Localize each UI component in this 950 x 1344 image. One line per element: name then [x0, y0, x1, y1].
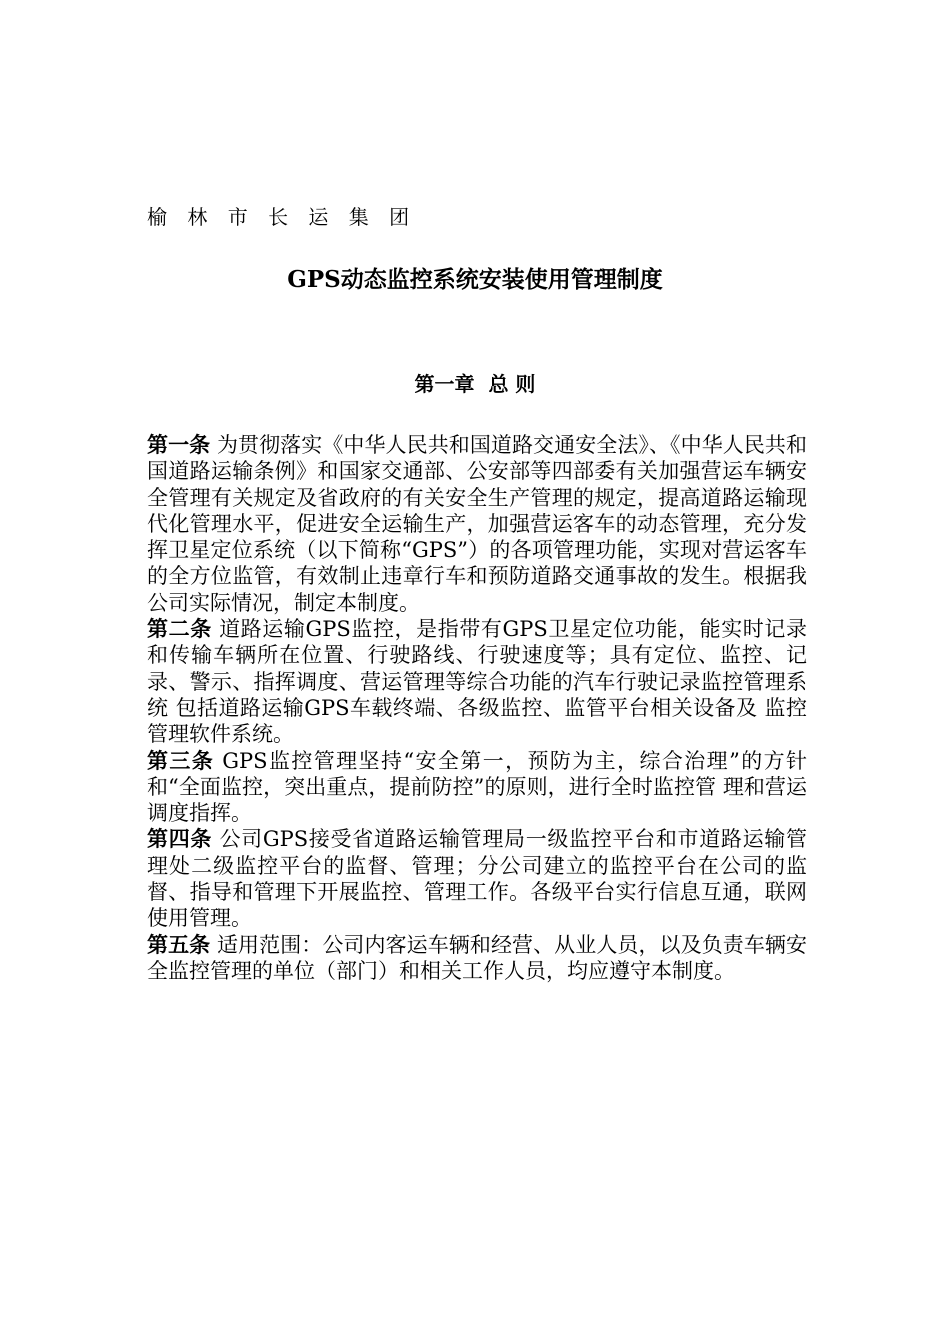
- article-number: 第三条: [147, 747, 215, 773]
- article-4: [147, 826, 807, 931]
- article-text: 道路运输GPS监控，是指带有GPS卫星定位功能，能实时记录和传输车辆所在位置、行驶路线、行驶速度等；具有定位、监控、记录、警示、指挥调度、营运管理等综合功能的汽车行驶记录监控管理系统 包括道路运输GPS车载终端、各级监控、监管平台相关设备及 监控管理软件系统。: [147, 617, 807, 747]
- article-5: [147, 932, 807, 985]
- organization-name: 榆 林 市 长 运 集 团: [147, 205, 417, 229]
- document-body: [147, 432, 807, 984]
- article-number: 第五条: [147, 931, 211, 957]
- article-number: 第四条: [147, 826, 213, 852]
- document-title: GPS动态监控系统安装使用管理制度: [287, 266, 663, 293]
- article-text: 为贯彻落实《中华人民共和国道路交通安全法》、《中华人民共和国道路运输条例》和国家交通部、公安部等四部委有关加强营运车辆安全管理有关规定及省政府的有关安全生产管理的规定，提高道路运输现代化管理水平，促进安全运输生产，加强营运客车的动态管理，充分发挥卫星定位系统（以下简称“GPS”）的各项管理功能，实现对营运客车的全方位监管，有效制止违章行车和预防道路交通事故的发生。根据我公司实际情况，制定本制度。: [147, 433, 807, 615]
- article-2: [147, 616, 807, 747]
- article-number: 第一条: [147, 432, 211, 457]
- article-1: [147, 432, 807, 616]
- article-text: GPS监控管理坚持“安全第一，预防为主，综合治理”的方针和“全面监控，突出重点，提前防控”的原则，进行全时监控管 理和营运调度指挥。: [147, 748, 808, 826]
- article-text: 公司GPS接受省道路运输管理局一级监控平台和市道路运输管理处二级监控平台的监督、管理；分公司建立的监控平台在公司的监督、指导和管理下开展监控、管理工作。各级平台实行信息互通，联网使用管理。: [147, 827, 808, 931]
- article-text: 适用范围：公司内客运车辆和经营、从业人员，以及负责车辆安全监控管理的单位（部门）和相关工作人员，均应遵守本制度。: [147, 932, 807, 983]
- article-3: [147, 748, 807, 827]
- chapter-heading: 第一章 总 则: [414, 372, 536, 396]
- article-number: 第二条: [147, 616, 212, 642]
